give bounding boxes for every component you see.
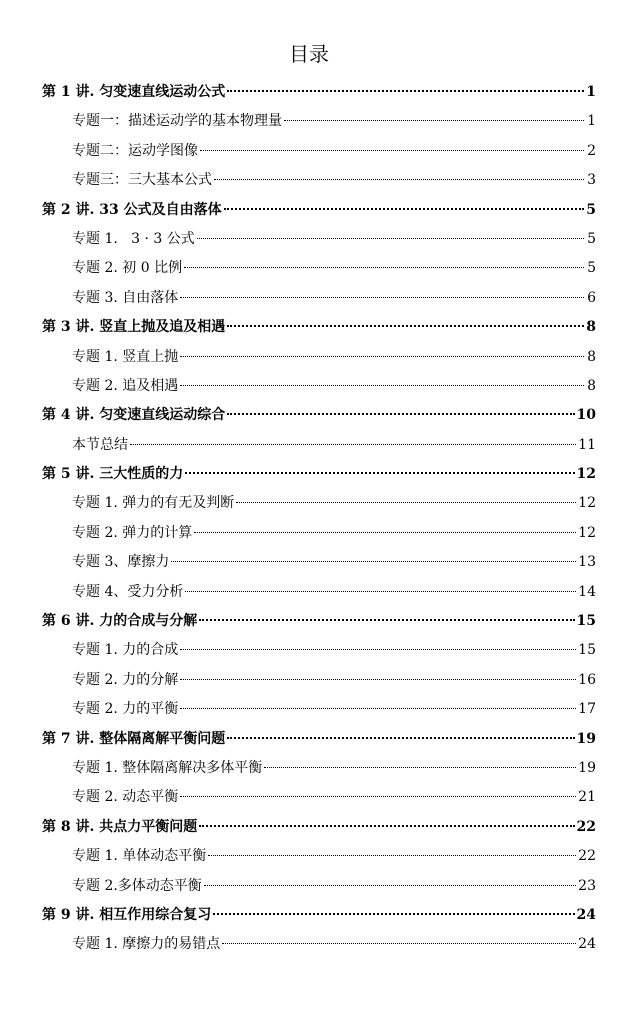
toc-entry-label: 专题 2. 力的分解 [72,671,179,688]
toc-entry-label: 专题 4、受力分析 [72,583,184,600]
toc-page-number: 17 [578,701,596,718]
table-of-contents [42,78,596,960]
toc-chapter-entry[interactable] [42,313,596,342]
toc-page-number: 22 [578,848,596,865]
dot-leader [180,708,576,709]
toc-entry-label: 专题 2. 动态平衡 [72,789,179,806]
dot-leader [222,943,576,944]
toc-page-number: 5 [587,260,596,277]
toc-page-number: 10 [576,407,596,424]
toc-page-number: 11 [578,436,596,453]
toc-section-entry[interactable] [42,842,596,871]
dot-leader [224,208,584,210]
toc-section-entry[interactable] [42,166,596,195]
toc-section-entry[interactable] [42,107,596,136]
toc-entry-label: 专题 2. 追及相遇 [72,377,179,394]
toc-entry-label: 专题 1. 摩擦力的易错点 [72,936,221,953]
toc-page-number: 8 [586,319,596,336]
toc-page-number: 12 [578,495,596,512]
dot-leader [180,796,576,797]
toc-chapter-entry[interactable] [42,460,596,489]
toc-page-number: 21 [578,789,596,806]
dot-leader [180,385,584,386]
toc-entry-label: 专题 2.多体动态平衡 [72,877,202,894]
toc-entry-label: 专题三：三大基本公式 [72,172,212,189]
toc-page-number: 5 [586,201,596,218]
toc-section-entry[interactable] [42,754,596,783]
dot-leader [214,179,584,180]
toc-entry-label: 专题 2. 弹力的计算 [72,524,193,541]
toc-page-number: 1 [586,84,596,100]
toc-page-number: 8 [587,348,596,365]
dot-leader [227,90,584,92]
toc-chapter-entry[interactable] [42,725,596,754]
dot-leader [227,413,574,415]
toc-page-number: 5 [587,230,596,247]
page-title: 目录 [289,42,329,66]
toc-section-entry[interactable] [42,431,596,460]
toc-page-number: 8 [587,377,596,394]
toc-entry-label: 第 3 讲. 竖直上抛及追及相遇 [42,319,226,336]
toc-page-number: 16 [578,671,596,688]
toc-section-entry[interactable] [42,695,596,724]
toc-page-number: 2 [587,142,596,159]
dot-leader [185,472,574,474]
dot-leader [130,444,576,445]
toc-entry-label: 专题 1. 单体动态平衡 [72,848,207,865]
dot-leader [264,767,576,768]
toc-entry-label: 专题 3. 自由落体 [72,289,179,306]
dot-leader [227,737,574,739]
dot-leader [171,561,576,562]
toc-chapter-entry[interactable] [42,813,596,842]
dot-leader [194,532,576,533]
toc-entry-label: 第 6 讲. 力的合成与分解 [42,613,198,630]
toc-page-number: 19 [576,730,596,747]
dot-leader [199,825,574,827]
toc-section-entry[interactable] [42,930,596,959]
toc-section-entry[interactable] [42,137,596,166]
toc-page-number: 13 [578,554,596,571]
toc-entry-label: 专题 3、摩擦力 [72,554,170,571]
toc-section-entry[interactable] [42,519,596,548]
dot-leader [199,619,574,621]
dot-leader [204,885,576,886]
toc-entry-label: 专题 1. 整体隔离解决多体平衡 [72,759,263,776]
toc-chapter-entry[interactable] [42,607,596,636]
toc-section-entry[interactable] [42,666,596,695]
toc-section-entry[interactable] [42,548,596,577]
toc-entry-label: 专题二：运动学图像 [72,142,198,159]
toc-page-number: 19 [578,759,596,776]
dot-leader [180,679,576,680]
toc-entry-label: 专题 2. 初 0 比例 [72,260,183,277]
toc-entry-label: 第 4 讲. 匀变速直线运动综合 [42,407,226,424]
toc-section-entry[interactable] [42,489,596,518]
toc-entry-label: 本节总结 [72,436,128,453]
toc-page-number: 12 [578,524,596,541]
toc-chapter-entry[interactable] [42,901,596,930]
toc-entry-label: 第 8 讲. 共点力平衡问题 [42,818,198,835]
toc-page-number: 14 [578,583,596,600]
toc-entry-label: 第 7 讲. 整体隔离解平衡问题 [42,730,226,747]
toc-page-number: 12 [576,466,596,483]
toc-page-number: 23 [578,877,596,894]
toc-section-entry[interactable] [42,783,596,812]
toc-page-number: 15 [578,642,596,659]
toc-entry-label: 第 1 讲. 匀变速直线运动公式 [42,84,226,100]
toc-section-entry[interactable] [42,254,596,283]
dot-leader [184,267,584,268]
toc-chapter-entry[interactable] [42,401,596,430]
toc-page-number: 3 [587,172,596,189]
dot-leader [180,649,576,650]
toc-page-number: 6 [587,289,596,306]
toc-section-entry[interactable] [42,636,596,665]
toc-page-number: 15 [576,613,596,630]
dot-leader [180,297,584,298]
toc-section-entry[interactable] [42,372,596,401]
dot-leader [180,356,584,357]
toc-section-entry[interactable] [42,225,596,254]
dot-leader [185,591,576,592]
dot-leader [200,150,584,151]
toc-page-number: 22 [576,818,596,835]
dot-leader [208,855,576,856]
dot-leader [227,325,584,327]
toc-page-number: 1 [587,113,596,130]
toc-entry-label: 第 9 讲. 相互作用综合复习 [42,906,212,923]
toc-chapter-entry[interactable] [42,196,596,225]
toc-entry-label: 专题一：描述运动学的基本物理量 [72,113,282,130]
toc-page-number: 24 [578,936,596,953]
dot-leader [197,238,584,239]
toc-entry-label: 专题 1. 3 · 3 公式 [72,230,195,247]
toc-section-entry[interactable] [42,284,596,313]
dot-leader [236,502,576,503]
toc-section-entry[interactable] [42,343,596,372]
toc-entry-label: 专题 1. 弹力的有无及判断 [72,495,235,512]
dot-leader [284,120,584,121]
toc-entry-label: 第 5 讲. 三大性质的力 [42,466,184,483]
toc-entry-label: 第 2 讲. 33 公式及自由落体 [42,201,222,218]
toc-page-number: 24 [576,906,596,923]
toc-chapter-entry[interactable] [42,78,596,107]
toc-section-entry[interactable] [42,578,596,607]
toc-entry-label: 专题 1. 竖直上抛 [72,348,179,365]
toc-entry-label: 专题 2. 力的平衡 [72,701,179,718]
toc-entry-label: 专题 1. 力的合成 [72,642,179,659]
dot-leader [213,913,574,915]
toc-section-entry[interactable] [42,872,596,901]
